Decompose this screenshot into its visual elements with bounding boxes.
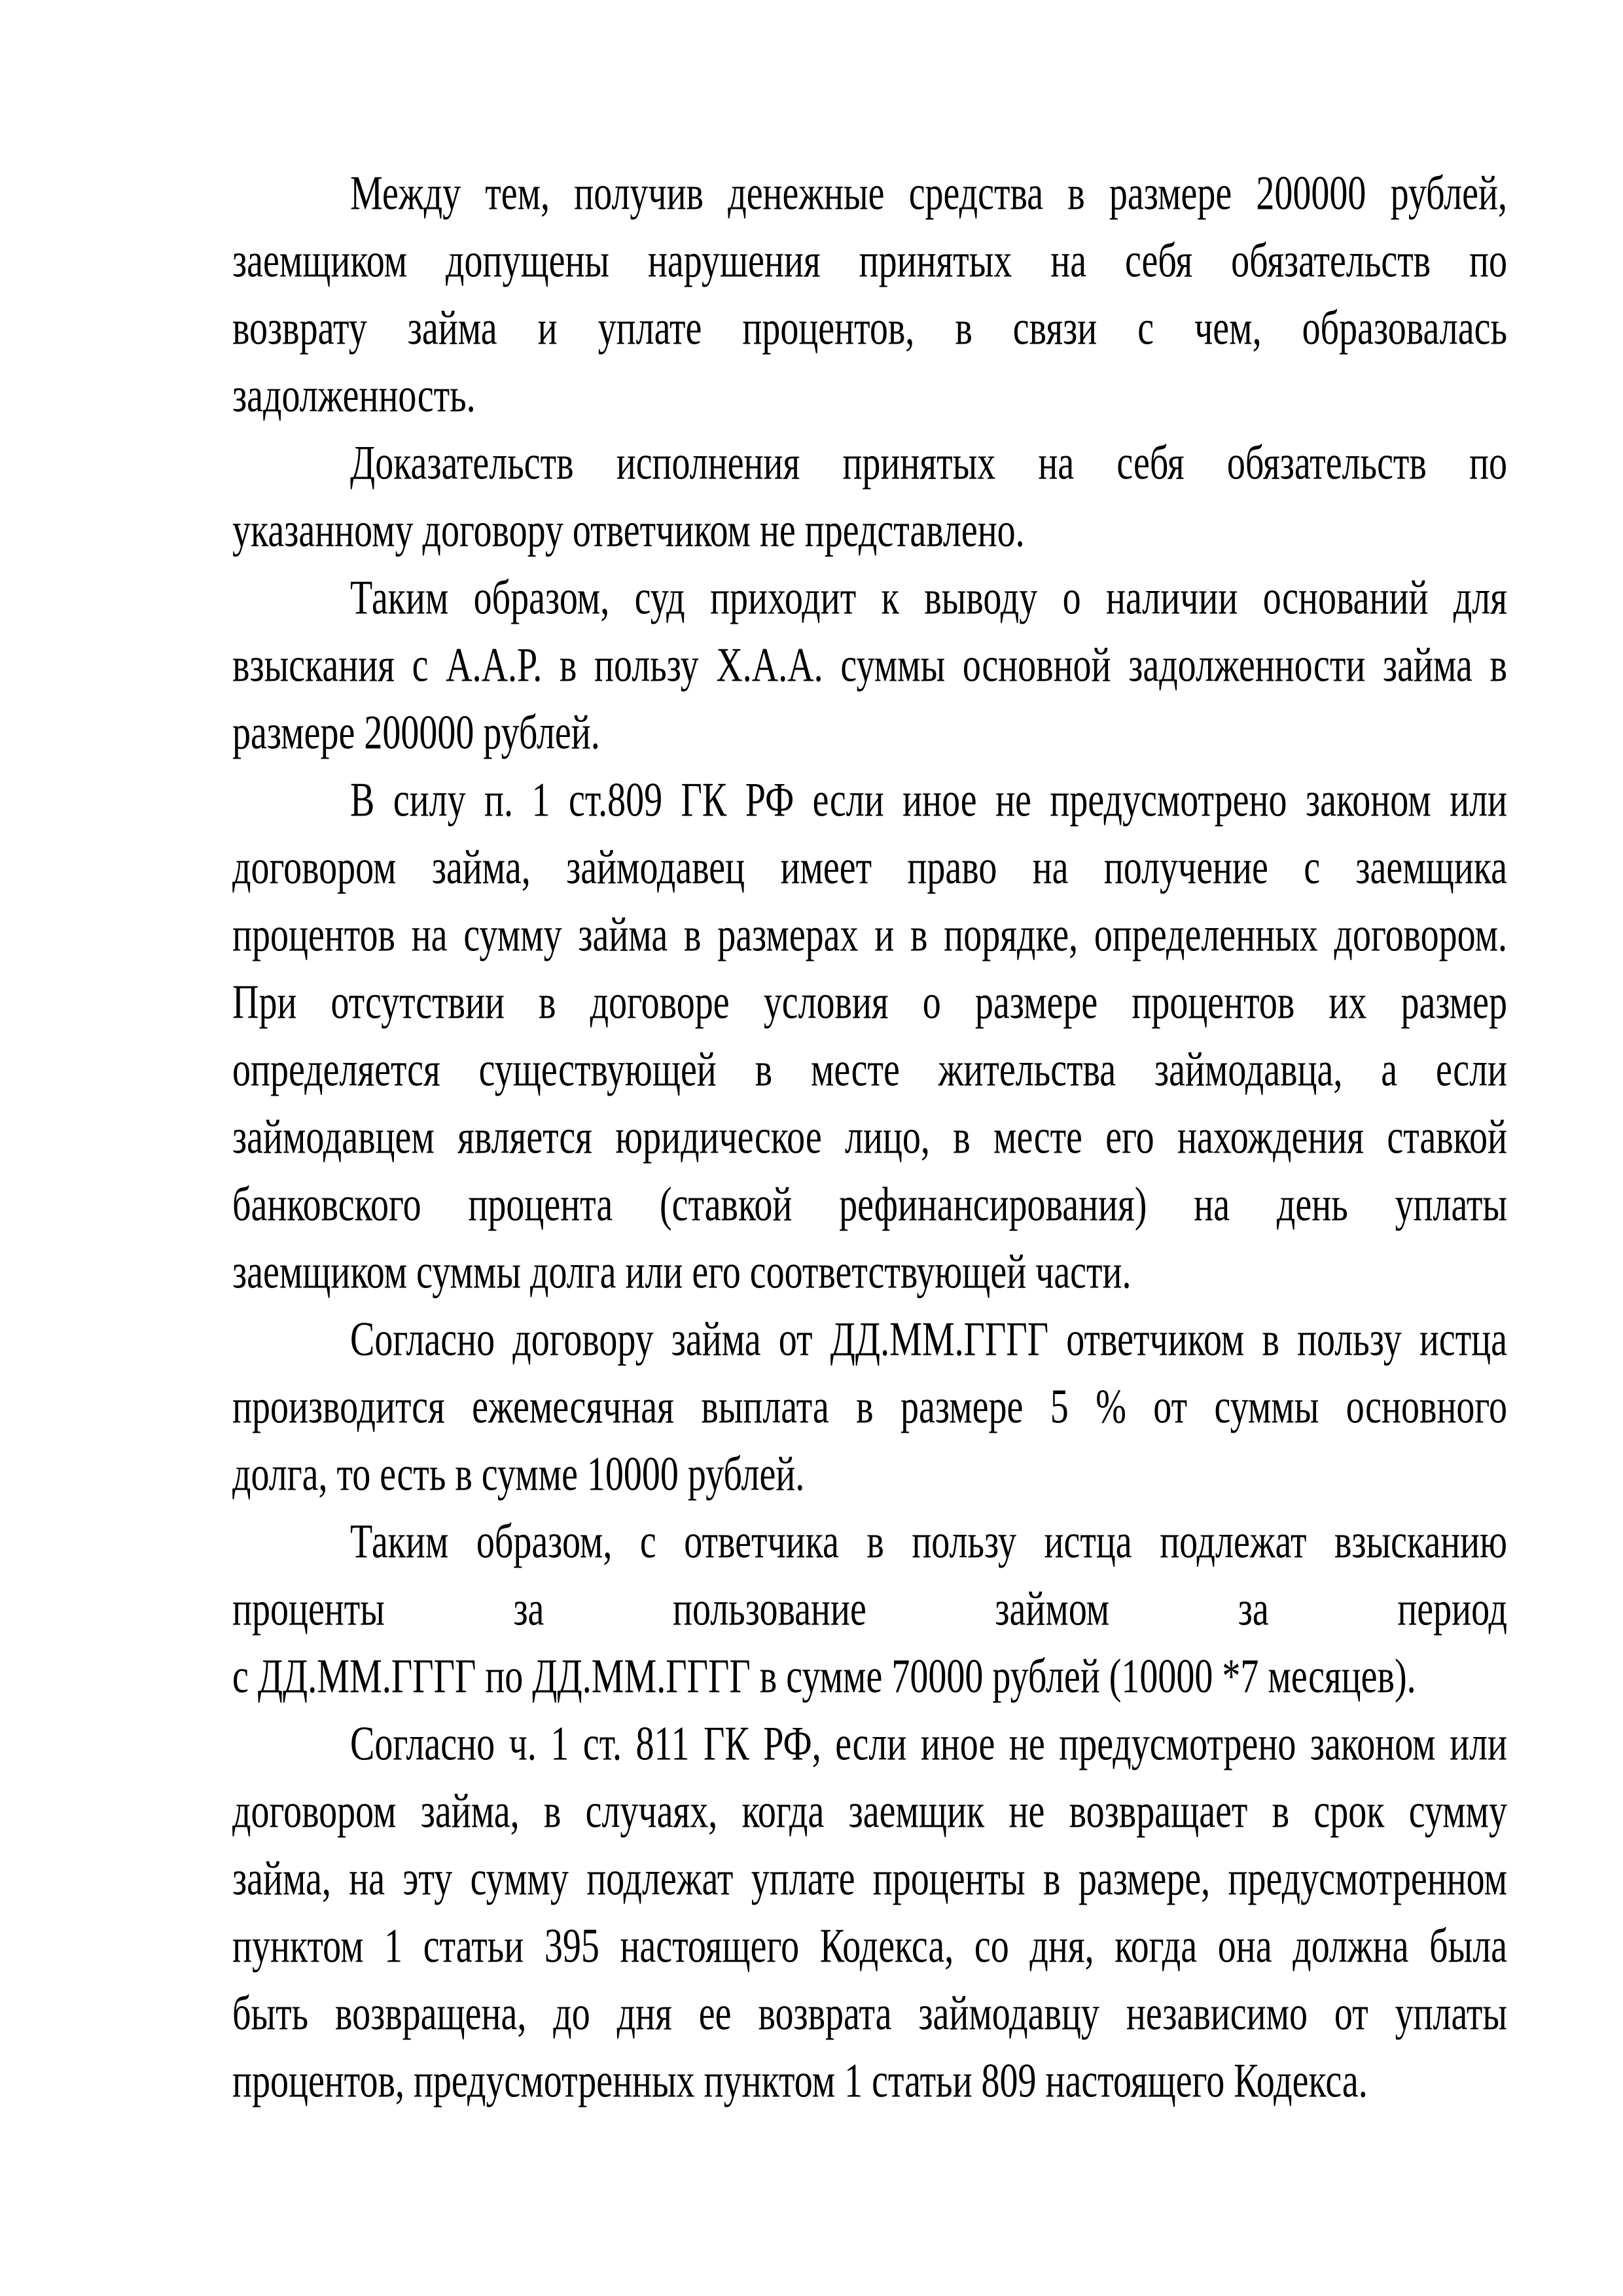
text-line: пунктом 1 статьи 395 настоящего Кодекса, со дня, когда она должна была (232, 1919, 1507, 1973)
text-line: долга, то есть в сумме 10000 рублей. (232, 1447, 805, 1501)
text-line: Доказательств исполнения принятых на себя обязательств по (350, 436, 1507, 490)
text-line: Таким образом, суд приходит к выводу о наличии оснований для (350, 571, 1507, 625)
text-line: быть возвращена, до дня ее возврата займодавцу независимо от уплаты (232, 1986, 1507, 2041)
text-line: определяется существующей в месте жительства займодавца, а если (232, 1043, 1507, 1097)
text-line: процентов на сумму займа в размерах и в порядке, определенных договором. (232, 908, 1507, 962)
text-line: договором займа, займодавец имеет право на получение с заемщика (232, 840, 1507, 895)
text-line: возврату займа и уплате процентов, в связи с чем, образовалась (232, 301, 1507, 355)
text-line: Таким образом, с ответчика в пользу истца подлежат взысканию (350, 1515, 1507, 1569)
text-line: В силу п. 1 ст.809 ГК РФ если иное не предусмотрено законом или (350, 773, 1507, 827)
text-line: заемщиком допущены нарушения принятых на себя обязательств по (232, 234, 1507, 288)
text-line: займодавцем является юридическое лицо, в месте его нахождения ставкой (232, 1110, 1507, 1164)
text-line: проценты за пользование займом за период (232, 1582, 1507, 1636)
text-line: банковского процента (ставкой рефинансирования) на день уплаты (232, 1177, 1507, 1232)
text-line: взыскания с А.А.Р. в пользу Х.А.А. суммы основной задолженности займа в (232, 638, 1507, 692)
text-line: заемщиком суммы долга или его соответствующей части. (232, 1245, 1132, 1299)
paragraph (232, 767, 1507, 1306)
paragraph (232, 430, 1507, 565)
document-text (232, 160, 1507, 2115)
text-line: Согласно договору займа от ДД.ММ.ГГГГ ответчиком в пользу истца (350, 1312, 1507, 1367)
paragraph (232, 1306, 1507, 1509)
text-line: Между тем, получив денежные средства в размере 200000 рублей, (350, 166, 1507, 221)
text-line: займа, на эту сумму подлежат уплате проценты в размере, предусмотренном (232, 1852, 1507, 1906)
text-line: При отсутствии в договоре условия о размере процентов их размер (232, 975, 1507, 1030)
paragraph (232, 1711, 1507, 2115)
text-line: указанному договору ответчиком не представлено. (232, 503, 1025, 558)
text-line: договором займа, в случаях, когда заемщик не возвращает в срок сумму (232, 1784, 1507, 1839)
paragraph (232, 1509, 1507, 1711)
text-line: Согласно ч. 1 ст. 811 ГК РФ, если иное не предусмотрено законом или (350, 1717, 1507, 1771)
text-line: задолженность. (232, 368, 476, 423)
text-line: производится ежемесячная выплата в размере 5 % от суммы основного (232, 1380, 1507, 1434)
text-line: процентов, предусмотренных пунктом 1 статьи 809 настоящего Кодекса. (232, 2054, 1368, 2108)
paragraph (232, 565, 1507, 767)
paragraph (232, 160, 1507, 430)
text-line: с ДД.ММ.ГГГГ по ДД.ММ.ГГГГ в сумме 70000 рублей (10000 *7 месяцев). (232, 1649, 1416, 1704)
text-line: размере 200000 рублей. (232, 706, 600, 760)
